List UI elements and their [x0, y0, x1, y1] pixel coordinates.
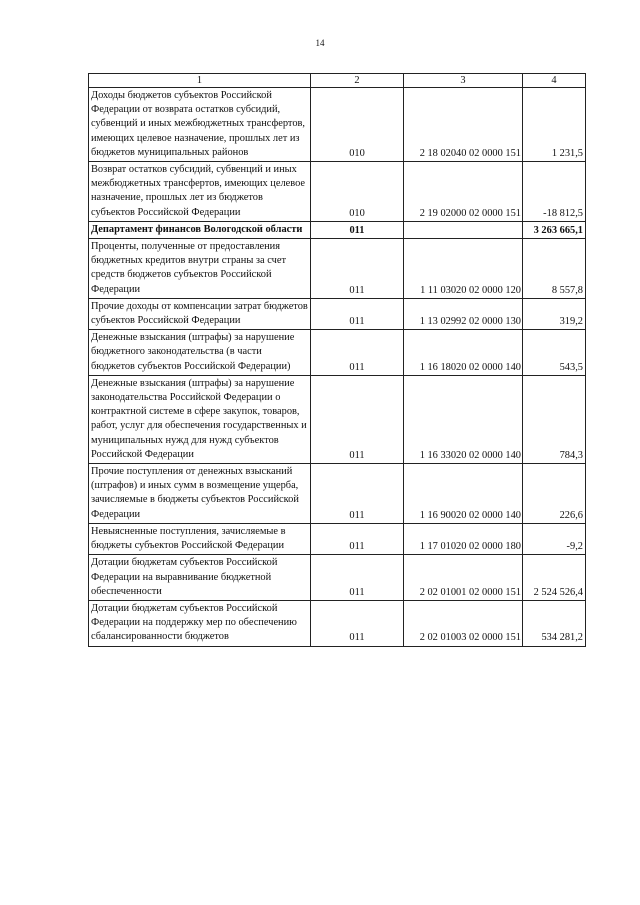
row-amount-cell: -9,2 [523, 523, 586, 554]
row-name-cell: Дотации бюджетам субъектов Российской Федерации на поддержку мер по обеспечению сбалансированности бюджетов [89, 600, 311, 646]
table-row [89, 600, 586, 646]
row-name-cell: Дотации бюджетам субъектов Российской Федерации на выравнивание бюджетной обеспеченности [89, 555, 311, 601]
row-amount-cell: 3 263 665,1 [523, 221, 586, 238]
row-budget-code-cell: 1 16 90020 02 0000 140 [404, 464, 523, 524]
row-amount-cell: 226,6 [523, 464, 586, 524]
row-name-cell: Прочие доходы от компенсации затрат бюджетов субъектов Российской Федерации [89, 298, 311, 329]
row-name-cell: Прочие поступления от денежных взысканий (штрафов) и иных сумм в возмещение ущерба, зачисляемые в бюджеты субъектов Российской Федерации [89, 464, 311, 524]
table-row [89, 221, 586, 238]
row-admin-code-cell: 011 [311, 239, 404, 299]
table-row [89, 464, 586, 524]
row-name-cell: Невыясненные поступления, зачисляемые в бюджеты субъектов Российской Федерации [89, 523, 311, 554]
row-amount-cell: 543,5 [523, 330, 586, 376]
table-row [89, 375, 586, 463]
table-row [89, 555, 586, 601]
table-row [89, 162, 586, 222]
row-budget-code-cell [404, 221, 523, 238]
row-name-cell: Денежные взыскания (штрафы) за нарушение бюджетного законодательства (в части бюджетов субъектов Российской Федерации) [89, 330, 311, 376]
row-amount-cell: 1 231,5 [523, 88, 586, 162]
row-amount-cell: 534 281,2 [523, 600, 586, 646]
table-header-row [89, 74, 586, 88]
row-admin-code-cell: 011 [311, 375, 404, 463]
table-row [89, 239, 586, 299]
row-admin-code-cell: 011 [311, 298, 404, 329]
row-admin-code-cell: 011 [311, 600, 404, 646]
row-budget-code-cell: 1 16 33020 02 0000 140 [404, 375, 523, 463]
row-admin-code-cell: 011 [311, 221, 404, 238]
row-budget-code-cell: 1 16 18020 02 0000 140 [404, 330, 523, 376]
row-budget-code-cell: 1 13 02992 02 0000 130 [404, 298, 523, 329]
row-name-cell: Доходы бюджетов субъектов Российской Федерации от возврата остатков субсидий, субвенций и иных межбюджетных трансфертов, имеющих целевое назначение, прошлых лет из бюджетов муниципальных районов [89, 88, 311, 162]
row-name-cell: Денежные взыскания (штрафы) за нарушение законодательства Российской Федерации о контрактной системе в сфере закупок, товаров, работ, услуг для обеспечения государственных и муниципальных нужд для нужд субъектов Российской Федерации [89, 375, 311, 463]
row-admin-code-cell: 011 [311, 330, 404, 376]
column-header-1: 1 [89, 74, 311, 88]
row-budget-code-cell: 2 19 02000 02 0000 151 [404, 162, 523, 222]
row-budget-code-cell: 2 02 01003 02 0000 151 [404, 600, 523, 646]
row-amount-cell: -18 812,5 [523, 162, 586, 222]
row-amount-cell: 8 557,8 [523, 239, 586, 299]
row-name-cell: Проценты, полученные от предоставления бюджетных кредитов внутри страны за счет средств бюджетов субъектов Российской Федерации [89, 239, 311, 299]
column-header-3: 3 [404, 74, 523, 88]
table-body [89, 74, 586, 647]
row-admin-code-cell: 010 [311, 88, 404, 162]
row-budget-code-cell: 1 11 03020 02 0000 120 [404, 239, 523, 299]
budget-revenue-table [88, 73, 586, 647]
row-amount-cell: 319,2 [523, 298, 586, 329]
table-row [89, 330, 586, 376]
row-admin-code-cell: 010 [311, 162, 404, 222]
table-row [89, 88, 586, 162]
row-amount-cell: 2 524 526,4 [523, 555, 586, 601]
row-admin-code-cell: 011 [311, 464, 404, 524]
table-row [89, 298, 586, 329]
row-amount-cell: 784,3 [523, 375, 586, 463]
page-number: 14 [315, 38, 325, 48]
row-admin-code-cell: 011 [311, 523, 404, 554]
row-budget-code-cell: 2 02 01001 02 0000 151 [404, 555, 523, 601]
row-budget-code-cell: 1 17 01020 02 0000 180 [404, 523, 523, 554]
row-name-cell: Департамент финансов Вологодской области [89, 221, 311, 238]
column-header-4: 4 [523, 74, 586, 88]
row-name-cell: Возврат остатков субсидий, субвенций и иных межбюджетных трансфертов, имеющих целевое назначение, прошлых лет из бюджетов субъектов Российской Федерации [89, 162, 311, 222]
table-row [89, 523, 586, 554]
column-header-2: 2 [311, 74, 404, 88]
row-admin-code-cell: 011 [311, 555, 404, 601]
row-budget-code-cell: 2 18 02040 02 0000 151 [404, 88, 523, 162]
